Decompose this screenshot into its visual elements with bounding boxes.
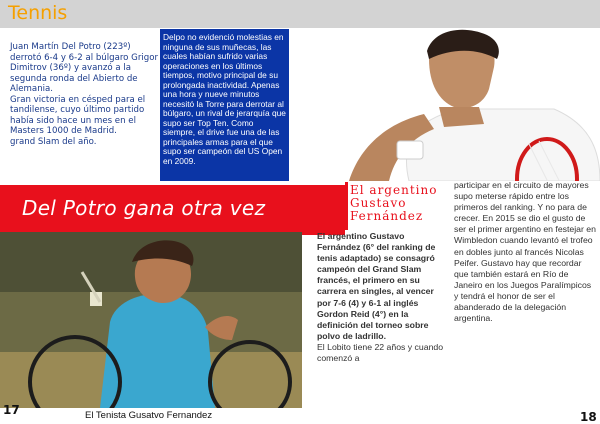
photo-caption: El Tenista Gusatvo Fernandez xyxy=(85,410,213,421)
del-potro-photo xyxy=(289,29,600,181)
fernandez-photo-graphic xyxy=(0,232,302,408)
section-title: Tennis xyxy=(8,2,68,24)
left-column xyxy=(10,42,160,147)
del-potro-photo-graphic xyxy=(289,29,600,181)
page-number-right: 18 xyxy=(580,410,597,424)
middle-column xyxy=(317,231,450,364)
banner-title: Del Potro gana otra vez xyxy=(22,196,266,220)
blue-box-text: Delpo no evidenció molestias en ninguna de sus muñecas, las cuales habían sufrido varias operaciones en los últimos tiempos, motivo principal de su prolongada inactividad. Apenas una hora y nueve minutos necesitó la Torre para derrotar al búlgaro, un rival de jerarquía que supo ser Top Ten. Como siempre, el drive fue una de las principales armas para el que supo ser campeón del US Open en 2009. xyxy=(163,32,286,166)
page-number-left: 17 xyxy=(3,403,20,417)
left-paragraph-2: Gran victoria en césped para el tandilense, cuyo último partido había sido hace un mes en el Masters 1000 de Madrid. xyxy=(10,94,146,136)
middle-paragraph: El Lobito tiene 22 años y cuando comenzó a xyxy=(317,341,444,364)
header-bar xyxy=(0,0,600,28)
left-paragraph-1: Juan Martín Del Potro (223º) derrotó 6-4 y 6-2 al búlgaro Grigor Dimitrov (36º) y avanzó a la segunda ronda del Abierto de Alemania. xyxy=(10,42,158,94)
right-column: participar en el circuito de mayores supo meterse rápido entre los primeros del ranking. Y no para de crecer. En 2015 se dio el gusto de ser el primer argentino en festejar en Wimbledon cuando levantó el trofeo en dobles junto al francés Nicolas Peifer. Gustavo hay que recordar que también estará en Río de Janeiro en los Juegos Paralímpicos y tendrá el honor de ser el abanderado de la delegación argentina. xyxy=(454,180,596,324)
middle-bold-paragraph: El argentino Gustavo Fernández (6° del ranking de tenis adaptado) se consagró campeón del Grand Slam francés, el primero en su carrera en singles, al vencer por 7-6 (4) y 6-1 al inglés Gordon Reid (4°) en la definición del torneo sobre polvo de ladrillo. xyxy=(317,231,436,341)
fernandez-photo xyxy=(0,232,302,408)
left-paragraph-3: grand Slam del año. xyxy=(10,136,97,147)
article-subtitle: El argentino Gustavo Fernández xyxy=(350,183,438,223)
